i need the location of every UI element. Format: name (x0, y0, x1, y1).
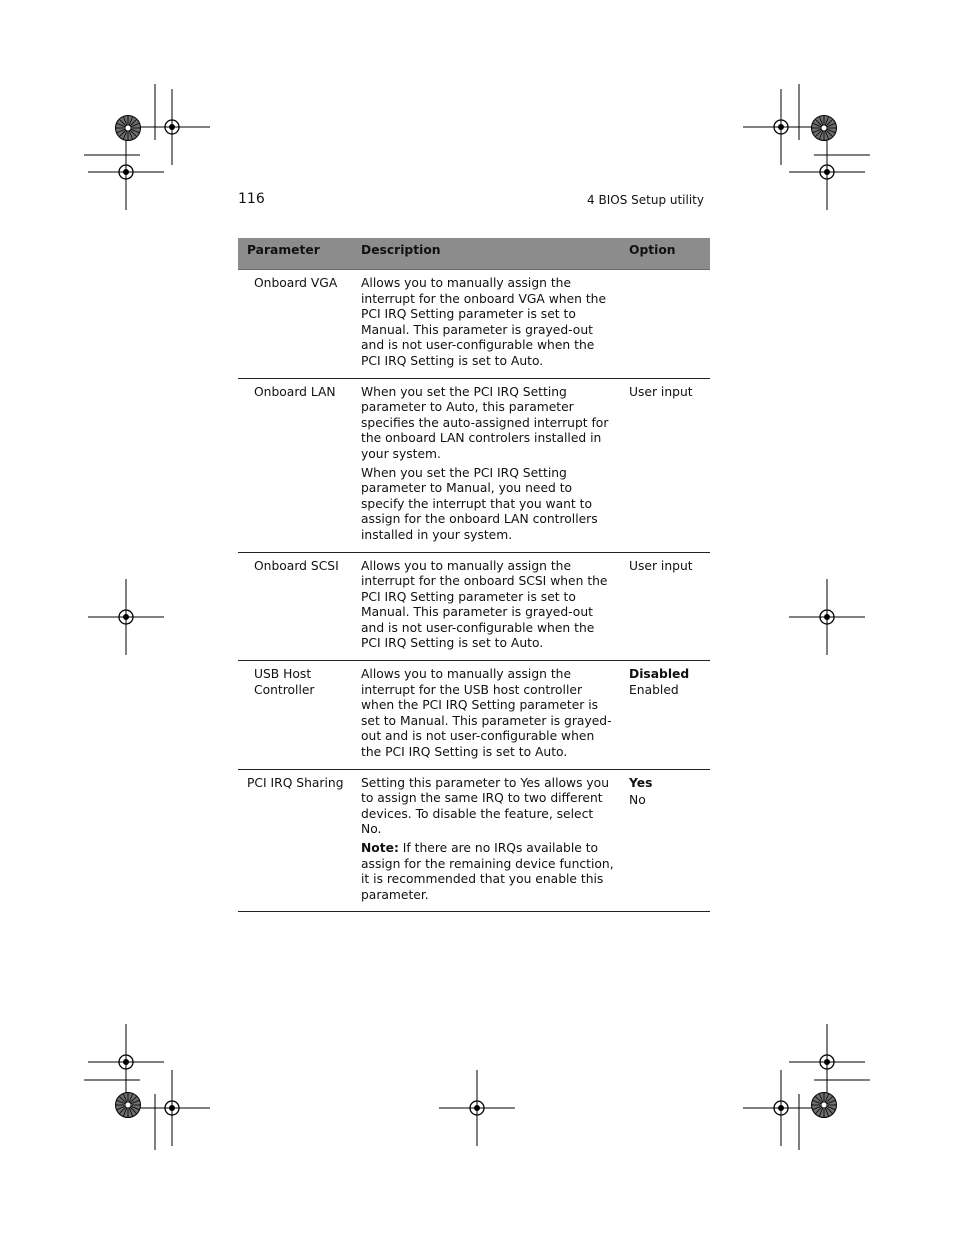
parameter-table (238, 238, 710, 912)
description-paragraph: Allows you to manually assign the interrupt for the onboard SCSI when the PCI IRQ Setting parameter is set to Manual. This parameter is grayed-out and is not user-configurable when the PCI IRQ Setting is set to Auto. (361, 558, 608, 651)
table-row (238, 770, 710, 913)
note-paragraph (361, 841, 614, 903)
note-text: If there are no IRQs available to assign for the remaining device function, it is recommended that you enable this parameter. (361, 841, 614, 902)
registration-cross-icon (88, 579, 164, 655)
registration-cross-icon (743, 1070, 819, 1146)
parameter-description (351, 667, 620, 761)
note-label: Note: (361, 841, 399, 855)
starburst-icon (812, 116, 837, 141)
registration-cross-icon (789, 134, 865, 210)
description-paragraph: Allows you to manually assign the interrupt for the USB host controller when the PCI IRQ Setting parameter is set to Manual. This parameter is grayed-out and is not user-configurable when the PCI IRQ Setting is set to Auto. (361, 667, 612, 760)
description-paragraph: Allows you to manually assign the interrupt for the onboard VGA when the PCI IRQ Setting parameter is set to Manual. This parameter is grayed-out and is not user-configurable when the PCI IRQ Setting is set to Auto. (361, 276, 607, 368)
starburst-icon (812, 1093, 837, 1118)
parameter-options (620, 667, 710, 761)
starburst-icon (116, 1093, 141, 1118)
registration-cross-icon (134, 1070, 210, 1146)
registration-cross-icon (439, 1070, 515, 1146)
parameter-name: Onboard VGA (254, 276, 338, 290)
parameter-options (620, 385, 710, 544)
description-paragraph: When you set the PCI IRQ Setting parameter to Manual, you need to specify the interrupt that you want to assign for the onboard LAN controllers installed in your system. (361, 465, 598, 542)
description-paragraph: Setting this parameter to Yes allows you to assign the same IRQ to two different devices. To disable the feature, select No. (361, 775, 609, 837)
parameter-name: PCI IRQ Sharing (247, 775, 344, 790)
parameter-options (620, 559, 710, 653)
option-default-value: Yes (629, 775, 653, 790)
registration-cross-icon (789, 579, 865, 655)
option-value: User input (629, 558, 693, 573)
running-header: 4 BIOS Setup utility (587, 193, 704, 207)
column-header-parameter: Parameter (247, 243, 320, 257)
parameter-description (351, 385, 620, 544)
table-row (238, 270, 710, 379)
starburst-icon (116, 116, 141, 141)
parameter-description (351, 776, 620, 904)
table-header (238, 238, 710, 270)
page-number: 116 (238, 191, 265, 207)
registration-cross-icon (88, 1024, 164, 1100)
registration-cross-icon (789, 1024, 865, 1100)
column-header-description: Description (361, 243, 441, 257)
parameter-options (620, 776, 710, 904)
registration-cross-icon (134, 89, 210, 165)
parameter-description (351, 276, 620, 370)
parameter-name: Onboard SCSI (254, 558, 339, 573)
option-value: Enabled (629, 682, 679, 697)
table-row (238, 379, 710, 553)
parameter-name: USB Host Controller (254, 667, 315, 697)
option-default-value: Disabled (629, 667, 690, 682)
option-value: User input (629, 384, 693, 399)
parameter-name: Onboard LAN (254, 384, 336, 399)
description-paragraph: When you set the PCI IRQ Setting parameter to Auto, this parameter specifies the auto-assigned interrupt for the onboard LAN controlers installed in your system. (361, 384, 609, 461)
registration-cross-icon (743, 89, 819, 165)
parameter-options (620, 276, 710, 370)
column-header-option: Option (629, 243, 676, 257)
parameter-description (351, 559, 620, 653)
option-value: No (629, 793, 646, 808)
table-row (238, 661, 710, 770)
registration-cross-icon (88, 134, 164, 210)
table-row (238, 553, 710, 662)
